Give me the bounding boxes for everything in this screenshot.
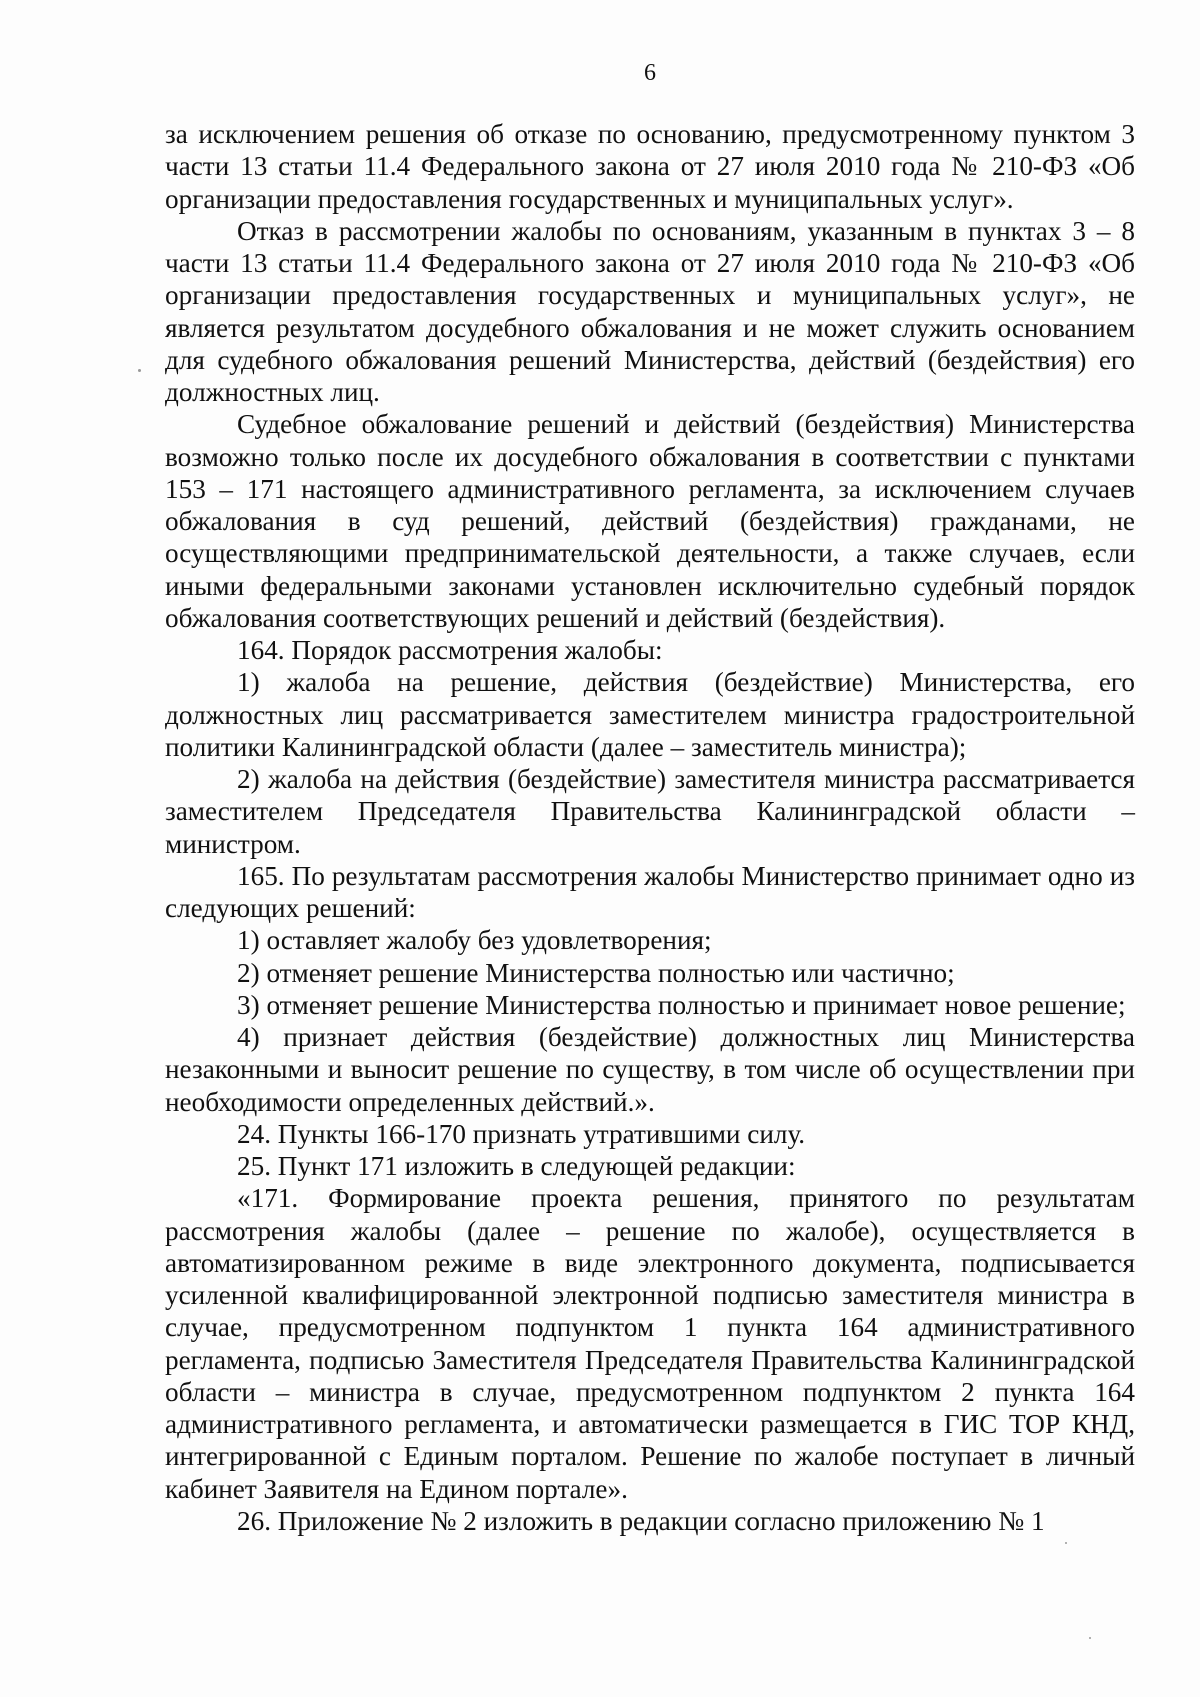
paragraph-165-item-1: 1) оставляет жалобу без удовлетворения; xyxy=(237,925,712,956)
paragraph-165-heading: 165. По результатам рассмотрения жалобы Министерство принимает одно из следующих решений: xyxy=(165,860,1135,923)
paragraph-26: 26. Приложение № 2 изложить в редакции согласно приложению № 1 xyxy=(237,1505,1045,1536)
paragraph-refusal-not-result: Отказ в рассмотрении жалобы по основаниям, указанным в пунктах 3 – 8 части 13 статьи 11.4 Федерального закона от 27 июля 2010 года № 210-ФЗ «Об организации предоставления государственных и муниципальных услуг», не является результатом досудебного обжалования и не может служить основанием для судебного обжалования решений Министерства, действий (бездействия) его должностных лиц. xyxy=(165,215,1135,407)
scan-speck xyxy=(1089,1637,1091,1639)
paragraph-judicial-appeal: Судебное обжалование решений и действий (бездействия) Министерства возможно только после их досудебного обжалования в соответствии с пунктами 153 – 171 настоящего административного регламента, за исключением случаев обжалования в суд решений, действий (бездействия) гражданами, не осуществляющими предпринимательской деятельности, а также случаев, если иными федеральными законами установлен исключительно судебный порядок обжалования соответствующих решений и действий (бездействия). xyxy=(165,409,1135,633)
paragraph-25: 25. Пункт 171 изложить в следующей редакции: xyxy=(237,1151,796,1181)
paragraph-exception-refusal: за исключением решения об отказе по основанию, предусмотренному пунктом 3 части 13 статьи 11.4 Федерального закона от 27 июля 2010 года № 210-ФЗ «Об организации предоставления государственных и муниципальных услуг». xyxy=(165,119,1135,214)
paragraph-164-item-1: 1) жалоба на решение, действия (бездействие) Министерства, его должностных лиц рассматривается заместителем министра градостроительной политики Калининградской области (далее – заместитель министра); xyxy=(165,667,1135,762)
paragraph-171-text: «171. Формирование проекта решения, принятого по результатам рассмотрения жалобы (далее – решение по жалобе), осуществляется в автоматизированном режиме в виде электронного документа, подписывается усиленной квалифицированной электронной подписью заместителя министра в случае, предусмотренном подпунктом 1 пункта 164 административного регламента, подписью Заместителя Председателя Правительства Калининградской области – министра в случае, предусмотренном подпунктом 2 пункта 164 административного регламента, и автоматически размещается в ГИС ТОР КНД, интегрированной с Единым порталом. Решение по жалобе поступает в личный кабинет Заявителя на Едином портале». xyxy=(165,1183,1135,1504)
document-body xyxy=(165,118,1135,1537)
paragraph-24: 24. Пункты 166-170 признать утратившими силу. xyxy=(237,1118,806,1149)
paragraph-165-item-3: 3) отменяет решение Министерства полностью и принимает новое решение; xyxy=(237,989,1126,1020)
scan-speck xyxy=(1065,1542,1067,1544)
paragraph-164-heading: 164. Порядок рассмотрения жалобы: xyxy=(237,635,663,665)
paragraph-164-item-2: 2) жалоба на действия (бездействие) заместителя министра рассматривается заместителем Председателя Правительства Калининградской области – министром. xyxy=(165,764,1135,859)
paragraph-165-item-2: 2) отменяет решение Министерства полностью или частично; xyxy=(237,957,955,988)
page-number: 6 xyxy=(644,60,656,86)
paragraph-165-item-4: 4) признает действия (бездействие) должностных лиц Министерства незаконными и выносит решение по существу, в том числе об осуществлении при необходимости определенных действий.». xyxy=(165,1022,1135,1117)
scan-speck xyxy=(138,369,141,372)
